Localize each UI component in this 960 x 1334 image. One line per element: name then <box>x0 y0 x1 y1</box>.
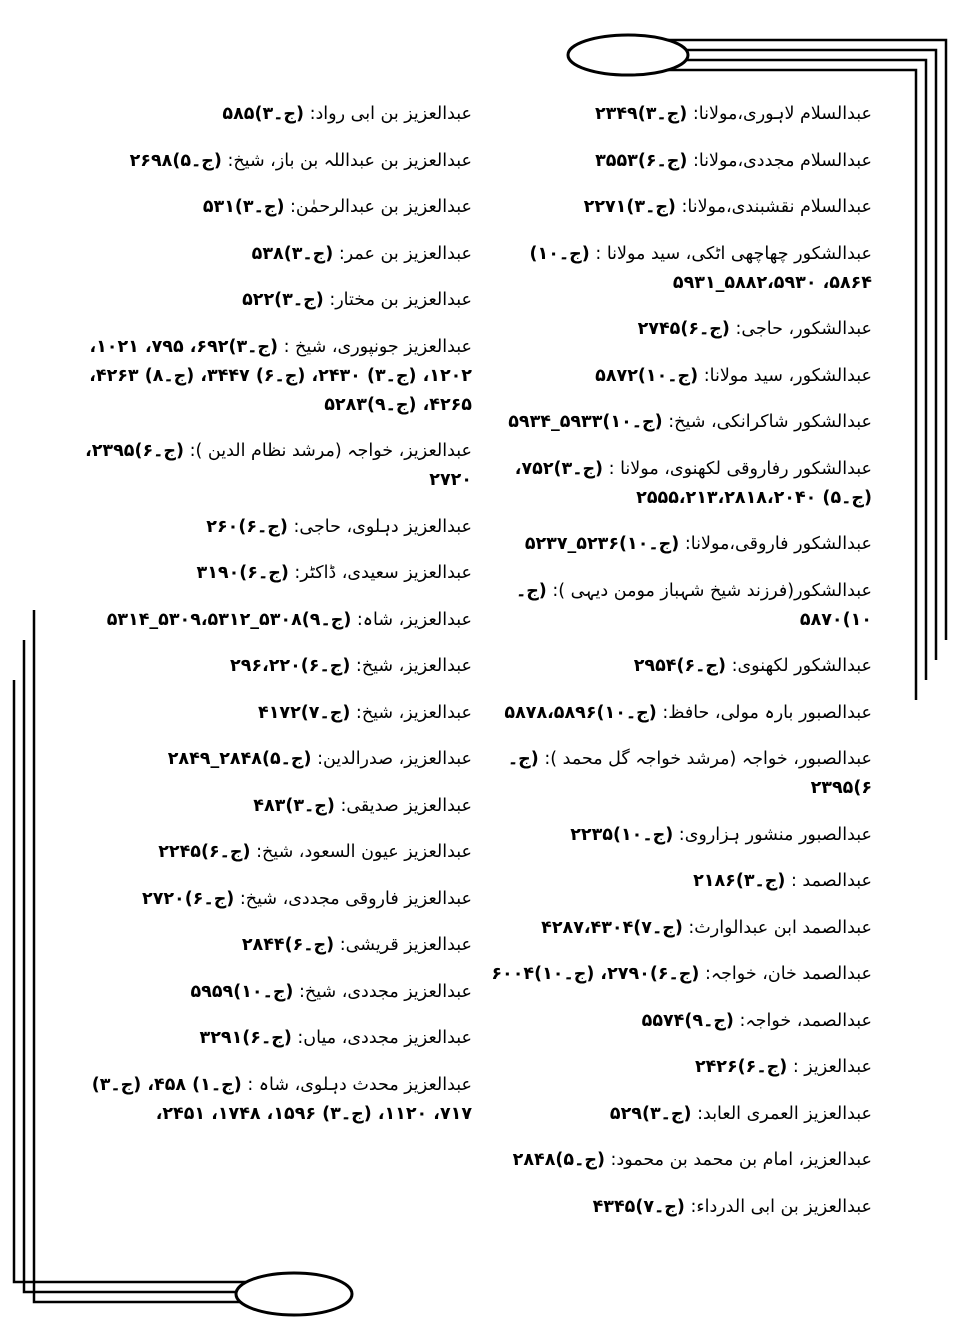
index-entry <box>72 885 472 914</box>
entry-references: (ج۔۹)۵۳۰۸_۵۳۰۹،۵۳۱۲_۵۳۱۴ <box>106 609 352 630</box>
entry-name: عبدالصمد ابن عبدالوارث: <box>688 917 872 938</box>
entry-references: (ج۔۶)۳۲۹۱ <box>199 1028 292 1048</box>
entry-references: (ج۔۶)۲۲۴۵ <box>158 842 251 862</box>
entry-name: عبدالسلام نقشبندی،مولانا: <box>681 197 872 217</box>
entry-name: عبدالشکور چھاچھی اٹکی، سید مولانا : <box>595 243 872 264</box>
entry-name: عبدالشکور لکھنوی: <box>731 656 872 676</box>
entry-references: (ج۔۳)۲۱۸۶ <box>693 871 786 891</box>
index-entry <box>72 240 472 269</box>
index-entry <box>72 931 472 960</box>
entry-name: عبدالشکور رفاروقی لکھنوی، مولانا : <box>608 458 872 479</box>
entry-references: (ج۔۳)۶۹۲، ۷۹۵، ۱۰۲۱، ۱۲۰۲، (ج۔۳) ۲۴۳۰، (ج۔۶) ۳۴۴۷، (ج۔۸) ۴۲۶۳، ۴۲۶۵، (ج۔۹)۵۲۸۳ <box>89 336 472 415</box>
entry-name: عبدالعزیز جونپوری، شیخ : <box>283 336 472 357</box>
index-entry <box>482 960 872 989</box>
entry-name: عبدالعزیز بن عبداللہ بن باز، شیخ: <box>227 150 472 171</box>
entry-name: عبدالعزیز بن عبدالرحمٰن: <box>290 197 472 217</box>
entry-name: عبدالعزیز بن ابی الدرداء: <box>690 1196 872 1217</box>
index-entry <box>482 100 872 129</box>
index-entry <box>72 606 472 635</box>
index-entry <box>482 867 872 896</box>
index-entry <box>482 147 872 176</box>
entry-name: عبدالسلام لاہوری،مولانا: <box>692 104 872 124</box>
entry-references: (ج۔۱۰) ۵۸۶۴، ۵۸۸۲،۵۹۳۰_۵۹۳۱ <box>529 243 872 293</box>
entry-references: (ج۔۱۰)۵۹۳۳_۵۹۳۴ <box>508 412 663 432</box>
index-entry <box>72 978 472 1007</box>
left-column <box>72 100 472 1146</box>
entry-name: عبدالعزیز صدیقی: <box>340 795 472 816</box>
index-entry <box>482 745 872 803</box>
entry-name: عبدالعزیز بن مختار: <box>329 290 472 310</box>
entry-references: (ج۔۶)۲۳۹۵ <box>507 749 872 798</box>
entry-references: (ج۔۳)۵۲۹ <box>609 1103 692 1124</box>
index-entry <box>72 699 472 728</box>
entry-references: (ج۔۱۰)۵۲۳۶_۵۲۳۷ <box>524 534 680 554</box>
entry-references: (ج۔۷)۴۳۴۵ <box>592 1196 685 1217</box>
entry-name: عبدالعزیز قریشی: <box>339 935 472 955</box>
entry-name: عبدالعزیز محدث دہلوی، شاہ : <box>247 1074 472 1095</box>
index-entry <box>72 559 472 588</box>
index-entry <box>482 699 872 728</box>
entry-references: (ج۔۳)۲۳۴۹ <box>595 104 688 124</box>
right-column <box>482 100 872 1239</box>
entry-references: (ج۔۶)۲۷۹۰، (ج۔۱۰)۶۰۰۴ <box>491 964 700 984</box>
entry-references: (ج۔۵)۲۸۴۸ <box>512 1150 605 1170</box>
entry-name: عبدالصمد خان، خواجہ: <box>704 964 872 984</box>
entry-name: عبدالعزیز، شیخ: <box>355 702 472 723</box>
entry-name: عبدالعزیز، خواجہ (مرشد نظام الدین ): <box>189 441 472 461</box>
index-entry <box>482 914 872 943</box>
entry-references: (ج۔۶)۲۸۴۴ <box>241 935 335 955</box>
entry-name: عبدالعزیز، شیخ: <box>355 656 472 676</box>
index-entry <box>72 1024 472 1053</box>
index-entry <box>72 100 472 129</box>
entry-name: عبدالعزیز فاروقی مجددی، شیخ: <box>239 888 472 909</box>
top-ornament-oval <box>568 35 688 75</box>
entry-name: عبدالسلام مجددی،مولانا: <box>692 150 872 171</box>
index-entry <box>72 652 472 681</box>
entry-references: (ج۔۶)۲۷۴۵ <box>637 319 730 339</box>
entry-name: عبدالعزیز، شاہ: <box>356 609 472 630</box>
entry-name: عبدالعزیز عیون السعود، شیخ: <box>256 842 472 862</box>
entry-references: (ج۔۱۰)۵۸۷۲ <box>595 365 699 386</box>
entry-name: عبدالشکور، حاجی: <box>735 319 872 339</box>
entry-references: (ج۔۱۰)۲۲۳۵ <box>570 824 674 845</box>
entry-references: (ج۔۵)۲۸۴۸_۲۸۴۹ <box>167 749 312 769</box>
entry-references: (ج۔۱۰)۵۹۵۹ <box>190 981 294 1002</box>
index-entry <box>72 745 472 774</box>
index-entry <box>482 1100 872 1129</box>
entry-references: (ج۔۵)۲۶۹۸ <box>129 150 222 171</box>
entry-name: عبدالصمد، خواجہ: <box>739 1010 872 1031</box>
entry-references: (ج۔۶)۲۶۰ <box>206 516 288 537</box>
entry-references: (ج۔۶)۲۳۹۵، ۲۷۲۰ <box>85 441 472 490</box>
entry-references: (ج۔۳)۵۲۲ <box>242 290 324 310</box>
entry-references: (ج۔۱۰)۵۸۷۰ <box>515 580 872 630</box>
index-entry <box>72 147 472 176</box>
index-entry <box>482 315 872 344</box>
index-entry <box>482 193 872 222</box>
index-entry <box>482 240 872 298</box>
entry-references: (ج۔۹)۵۵۷۴ <box>641 1010 734 1031</box>
index-entry <box>482 1007 872 1036</box>
entry-name: عبدالعزیز بن ابی رواد: <box>309 104 472 124</box>
entry-name: عبدالصمد : <box>790 871 872 891</box>
index-entry <box>482 362 872 391</box>
entry-references: (ج۔۱۰)۵۸۷۸،۵۸۹۶ <box>504 702 657 723</box>
index-entry <box>482 652 872 681</box>
index-entry <box>482 1193 872 1222</box>
entry-name: عبدالعزیز مجددی، شیخ: <box>299 981 472 1002</box>
index-entry <box>72 838 472 867</box>
entry-references: (ج۔۳)۵۸۵ <box>222 104 305 124</box>
index-entry <box>72 1071 472 1129</box>
index-entry <box>72 333 472 420</box>
entry-name: عبدالعزیز دہلوی، حاجی: <box>293 516 472 537</box>
entry-references: (ج۔۳)۵۳۸ <box>251 243 334 264</box>
index-entry <box>72 286 472 315</box>
entry-references: (ج۔۶)۲۷۲۰ <box>142 888 235 909</box>
index-entry <box>72 193 472 222</box>
entry-name: عبدالصبور بارہ مولی، حافظ: <box>662 702 872 723</box>
index-entry <box>72 437 472 495</box>
entry-name: عبدالشکور فاروقی،مولانا: <box>684 534 872 554</box>
entry-references: (ج۔۳)۴۸۳ <box>253 795 335 816</box>
entry-references: (ج۔۳)۲۲۷۱ <box>583 197 676 217</box>
entry-references: (ج۔۶)۲۹۵۴ <box>633 656 726 676</box>
entry-name: عبدالعزیز مجددی، میاں: <box>297 1028 472 1048</box>
entry-references: (ج۔۶)۲۴۲۶ <box>694 1057 788 1077</box>
entry-name: عبدالعزیز سعیدی، ڈاکٹر: <box>294 563 472 583</box>
entry-name: عبدالعزیز العمری العابد: <box>697 1103 872 1124</box>
entry-name: عبدالعزیز : <box>792 1057 872 1077</box>
bottom-ornament-oval <box>236 1273 352 1315</box>
entry-references: (ج۔۷)۴۲۸۷،۴۳۰۴ <box>541 917 683 938</box>
index-entry <box>72 792 472 821</box>
entry-references: (ج۔۶)۳۱۹۰ <box>196 563 289 583</box>
index-entry <box>482 577 872 635</box>
entry-name: عبدالعزیز، امام بن محمد بن محمود: <box>610 1150 872 1170</box>
entry-name: عبدالشکور، سید مولانا: <box>703 365 872 386</box>
entry-references: (ج۔۶)۲۹۶،۲۲۰ <box>230 656 351 676</box>
entry-name: عبدالعزیز، صدرالدین: <box>317 749 472 769</box>
index-entry <box>482 530 872 559</box>
entry-references: (ج۔۱) ۴۵۸، (ج۔۳) ۷۱۷، ۱۱۲۰، (ج۔۳) ۱۵۹۶، ۱۷۴۸، ۲۴۵۱، <box>91 1074 472 1124</box>
entry-name: عبدالعزیز بن عمر: <box>338 243 472 264</box>
entry-references: (ج۔۳)۵۳۱ <box>202 197 285 217</box>
index-entry <box>482 1146 872 1175</box>
entry-name: عبدالصبور، خواجہ (مرشد خواجہ گل محمد ): <box>544 749 872 769</box>
index-entry <box>482 455 872 513</box>
entry-name: عبدالصبور منشور ہزاروی: <box>678 824 872 845</box>
index-entry <box>482 821 872 850</box>
entry-references: (ج۔۷)۴۱۷۲ <box>258 702 351 723</box>
index-entry <box>482 1053 872 1082</box>
entry-references: (ج۔۶)۳۵۵۳ <box>595 150 688 171</box>
entry-name: عبدالشکور شاکرانکی، شیخ: <box>668 412 872 432</box>
entry-references: (ج۔۳)۷۵۲، (ج۔۵) ۲۵۵۵،۲۱۳،۲۸۱۸،۲۰۴۰ <box>514 458 872 508</box>
index-entry <box>482 408 872 437</box>
index-entry <box>72 513 472 542</box>
entry-name: عبدالشکور(فرزند شیخ شہباز مومن دیہی ): <box>552 580 872 601</box>
